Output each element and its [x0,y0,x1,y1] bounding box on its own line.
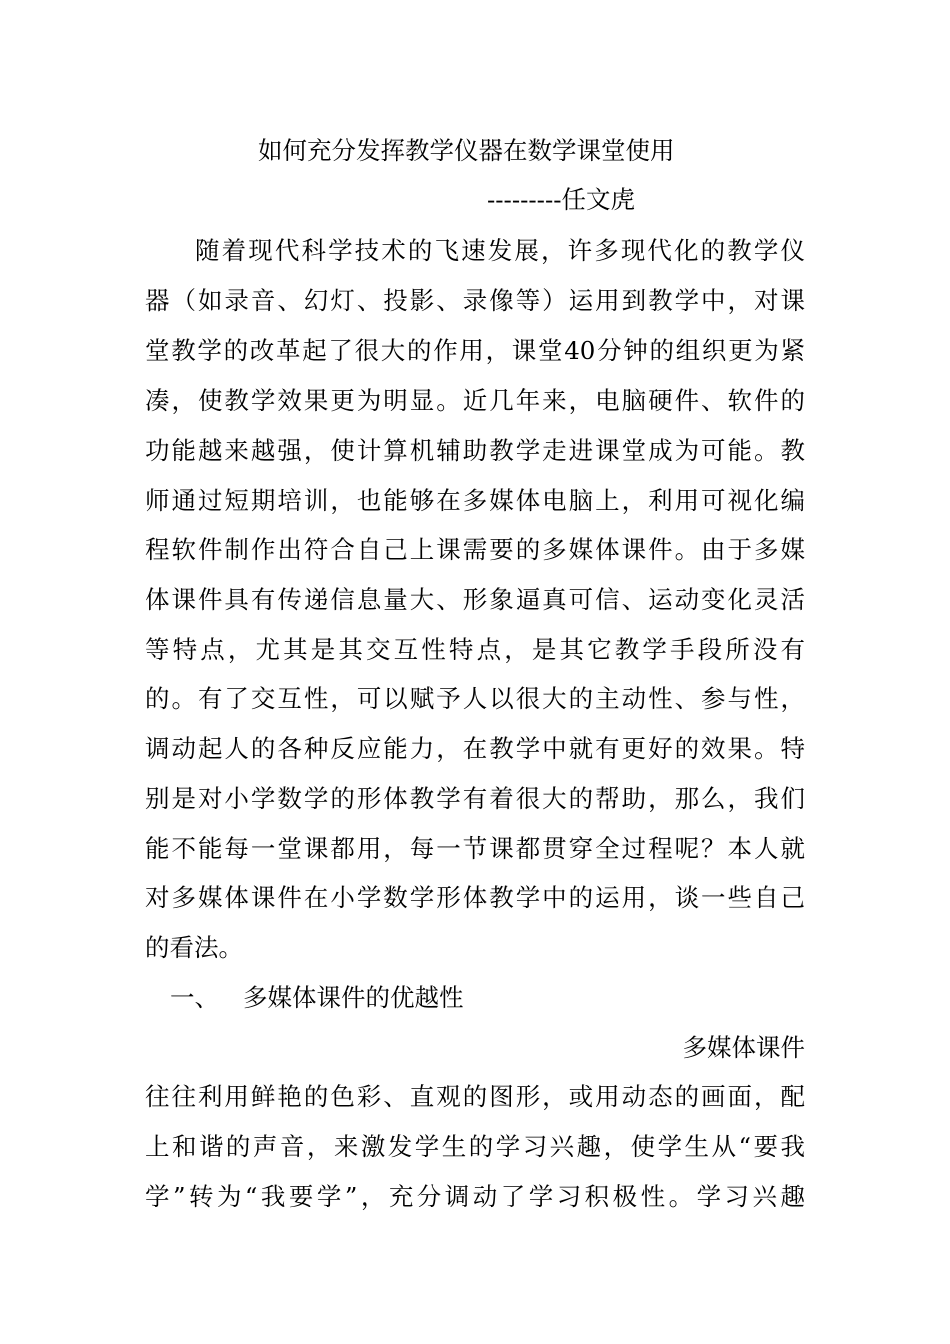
section-number: 一、 [170,983,219,1012]
paragraph-line: 能不能每一堂课都用，每一节课都贯穿全过程呢？本人就 [145,834,805,863]
paragraph-line: 的。有了交互性，可以赋予人以很大的主动性、参与性， [145,684,805,713]
paragraph-line-last: 的看法。 [145,933,243,962]
paragraph-line: 对多媒体课件在小学数学形体教学中的运用，谈一些自己 [145,883,805,912]
paragraph-line: 师通过短期培训，也能够在多媒体电脑上，利用可视化编 [145,486,805,515]
paragraph-line: 功能越来越强，使计算机辅助教学走进课堂成为可能。教 [145,436,805,465]
paragraph-line: 别是对小学数学的形体教学有着很大的帮助，那么，我们 [145,784,805,813]
paragraph-line: 等特点，尤其是其交互性特点，是其它教学手段所没有 [145,635,805,664]
paragraph-line: 随着现代科学技术的飞速发展，许多现代化的教学仪 [195,236,805,265]
paragraph-line: 上和谐的声音，来激发学生的学习兴趣，使学生从“要我 [145,1132,805,1161]
paragraph-line: 凑，使教学效果更为明显。近几年来，电脑硬件、软件的 [145,386,805,415]
document-author: ---------任文虎 [487,185,636,214]
paragraph-line: 堂教学的改革起了很大的作用，课堂40分钟的组织更为紧 [145,336,805,365]
document-title: 如何充分发挥教学仪器在数学课堂使用 [258,136,675,165]
paragraph-line: 学”转为“我要学”，充分调动了学习积极性。学习兴趣 [145,1182,805,1211]
paragraph-line: 往往利用鲜艳的色彩、直观的图形，或用动态的画面，配 [145,1082,805,1111]
paragraph-first-line: 多媒体课件 [682,1033,805,1062]
section-heading: 多媒体课件的优越性 [243,983,464,1012]
paragraph-line: 调动起人的各种反应能力，在教学中就有更好的效果。特 [145,734,805,763]
paragraph-line: 程软件制作出符合自己上课需要的多媒体课件。由于多媒 [145,535,805,564]
paragraph-line: 器（如录音、幻灯、投影、录像等）运用到教学中，对课 [145,286,805,315]
paragraph-line: 体课件具有传递信息量大、形象逼真可信、运动变化灵活 [145,585,805,614]
